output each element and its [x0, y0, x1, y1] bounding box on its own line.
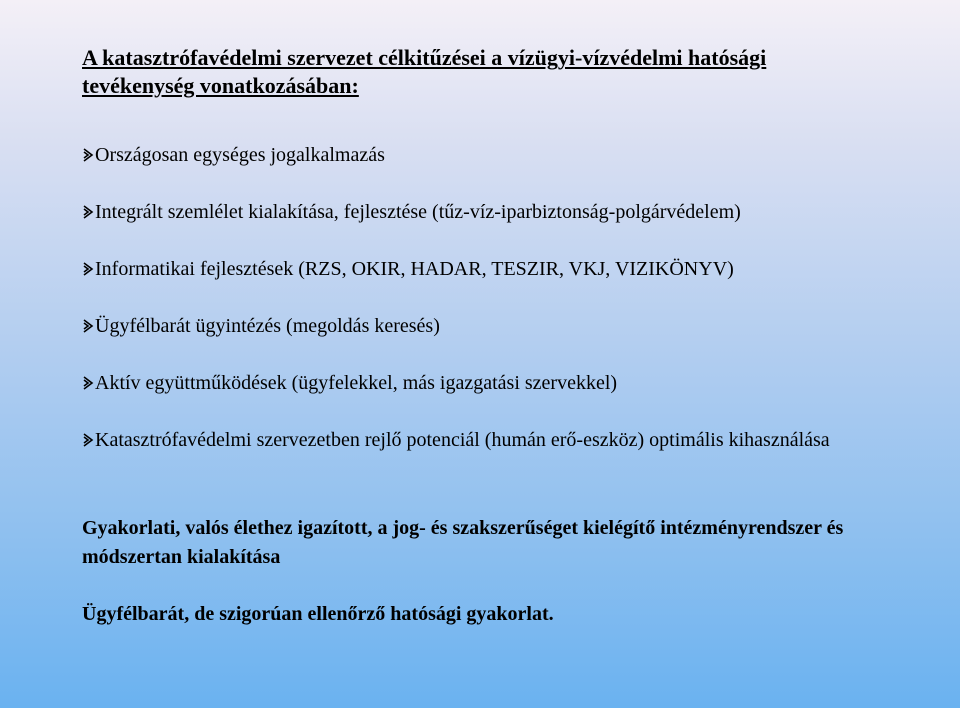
summary-paragraph-1: Gyakorlati, valós élethez igazított, a jog- és szakszerűséget kielégítő intézményrendszer és módszertan kialakítása	[82, 517, 844, 568]
bullet-text: Országosan egységes jogalkalmazás	[95, 144, 385, 166]
arrow-bullet-icon	[82, 262, 94, 276]
arrow-bullet-icon	[82, 319, 94, 333]
bullet-text: Katasztrófavédelmi szervezetben rejlő potenciál (humán erő-eszköz) optimális kihasználása	[95, 429, 830, 451]
bullet-item	[82, 369, 882, 398]
bullet-item	[82, 141, 882, 170]
slide-content	[82, 44, 882, 625]
slide-title: A katasztrófavédelmi szervezet célkitűzései a vízügyi-vízvédelmi hatósági tevékenység vonatkozásában:	[82, 45, 767, 98]
summary-paragraph-2: Ügyfélbarát, de szigorúan ellenőrző hatósági gyakorlat.	[82, 603, 554, 625]
arrow-bullet-icon	[82, 433, 94, 447]
bullet-text: Integrált szemlélet kialakítása, fejlesztése (tűz-víz-iparbiztonság-polgárvédelem)	[95, 201, 741, 223]
arrow-bullet-icon	[82, 148, 94, 162]
bullet-text: Informatikai fejlesztések (RZS, OKIR, HADAR, TESZIR, VKJ, VIZIKÖNYV)	[95, 258, 734, 280]
bullet-text: Ügyfélbarát ügyintézés (megoldás keresés)	[95, 315, 440, 337]
arrow-bullet-icon	[82, 205, 94, 219]
bullet-list	[82, 141, 882, 483]
bullet-item	[82, 198, 882, 227]
bullet-item	[82, 426, 882, 455]
arrow-bullet-icon	[82, 376, 94, 390]
bullet-text: Aktív együttműködések (ügyfelekkel, más igazgatási szervekkel)	[95, 372, 618, 394]
bullet-item	[82, 255, 882, 284]
bullet-item	[82, 312, 882, 341]
